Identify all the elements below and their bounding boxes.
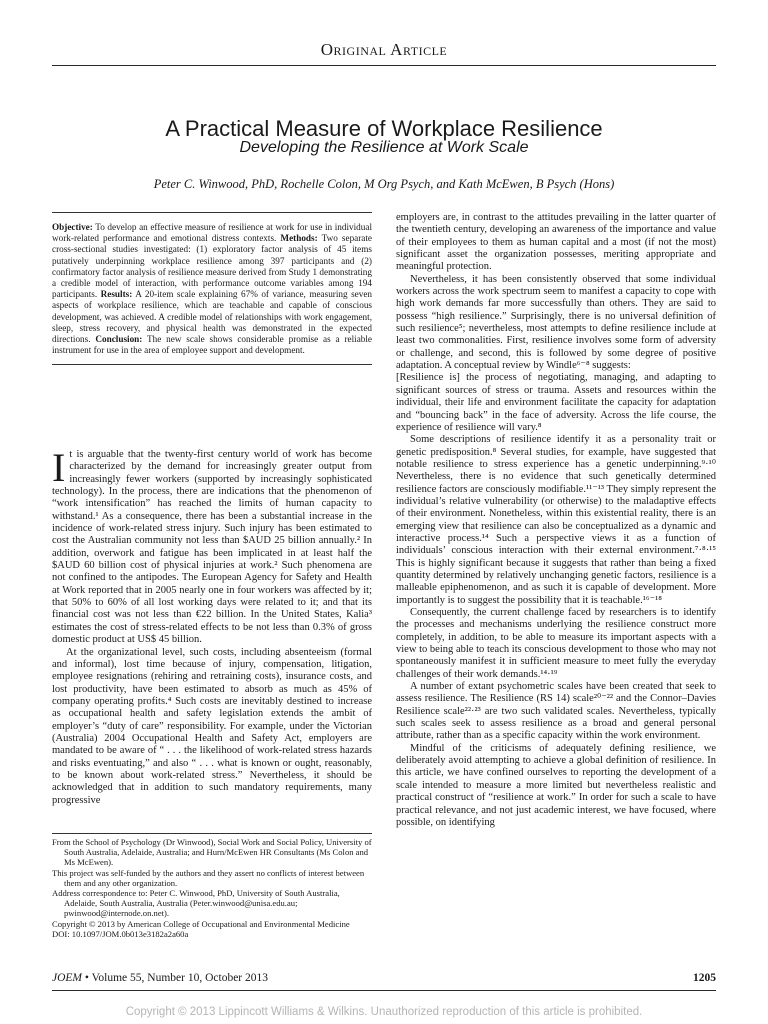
- body-paragraph: Some descriptions of resilience identify it as a personality trait or genetic predisposition.⁸ Several studies, for example, have suggested that notable resilience to stress experience has a genetic underpinning.⁹·¹⁰ Nevertheless, there is no evidence that such genetically determined resilience factors are consciously modifiable.¹¹⁻¹³ They simply represent the individual’s relative vulnerability (or otherwise) to the maladaptive effects of their environment. Nonetheless, within this existential reality, there is an emerging view that resilience can also be conceptualized as a dynamic and interactive process.¹⁴ Such a perspective views it as a function of individuals’ conscious interaction with their external environment.⁷·⁸·¹⁵ This is highly significant because it suggests that rather than being a fixed quantity determined by relatively unchanging genetic factors, resilience is a malleable epiphenomenon, and as such it is capable of development. More importantly is to suggest the possibility that it is teachable.¹⁶⁻¹⁸: [396, 434, 716, 606]
- footnote-divider: [52, 833, 372, 834]
- footnote-doi[interactable]: DOI: 10.1097/JOM.0b013e3182a2a60a: [52, 928, 189, 939]
- abstract-results-label: Results:: [100, 289, 133, 300]
- drop-cap: I: [52, 445, 66, 490]
- article-subtitle: Developing the Resilience at Work Scale: [239, 139, 529, 156]
- body-paragraph: [52, 445, 372, 647]
- body-paragraph: Mindful of the criticisms of adequately defining resilience, we deliberately avoid attempting to achieve a global definition of resilience. In this article, we have confined ourselves to reporting the development of a scale intended to measure a more limited but nevertheless realistic and practical construct of “resilience at work.” In order for such a scale to have practical relevance, and not just academic interest, we have focused, where possible, on identifying: [396, 742, 716, 828]
- footnote-affiliation: From the School of Psychology (Dr Winwood), Social Work and Social Policy, University of South Australia, Adelaide, Australia; and Hurn/McEwen HR Consultants (Ms Colon and Ms McEwen).: [52, 837, 372, 868]
- journal-name: JOEM: [52, 972, 83, 984]
- copyright-banner: Copyright © 2013 Lippincott Williams & Wilkins. Unauthorized reproduction of this article is prohibited.: [125, 1006, 643, 1018]
- right-column-body: [396, 212, 716, 829]
- section-label: Original Article: [320, 40, 448, 59]
- footnote-correspondence: Address correspondence to: Peter C. Winwood, PhD, University of South Australia, Adelaide, South Australia, Australia (Peter.winwood@unisa.edu.au; pwinwood@internode.on.net).: [52, 888, 340, 919]
- article-title: A Practical Measure of Workplace Resilience: [165, 115, 603, 141]
- footnote-funding: This project was self-funded by the authors and they assert no conflicts of interest between them and any other organization.: [52, 867, 365, 888]
- abstract-conclusion: The new scale shows considerable promise as a reliable instrument for use in the area of employee support and development.: [52, 334, 372, 356]
- footnote-copyright: Copyright © 2013 by American College of Occupational and Environmental Medicine: [52, 918, 350, 929]
- body-paragraph-text: t is arguable that the twenty-first century world of work has become characterized by the demand for increasingly greater output from increasingly fewer workers (supported by increasingly sophisticated technology). In the process, there are indications that the phenomenon of “work intensification” has reached the limits of human capacity to withstand.¹ As a consequence, there has been a substantial increase in the incidence of work-related stress injury. Such injury has been estimated to cost the Australian community not less than $AUD 25 billion annually.² In addition, overwork and fatigue has been implicated in at least half the $AUD 60 billion cost of physical injuries at work.² Such phenomena are not confined to the antipodes. The European Agency for Safety and Health at Work reported that in 2005 nearly one in four workers was affected by it; that 50% to 60% of all lost working days were related to it; and that its financial cost was not less than €22 billion. In the United States, Kalia³ estimates the cost of stress-related effects to be not less than 0.3% of gross domestic product at US$ 45 billion.: [52, 449, 372, 646]
- block-quote: [Resilience is] the process of negotiating, managing, and adapting to significant sources of stress or trauma. Assets and resources within the individual, their life and environment facilitate the capacity for adaptation and “bouncing back” in the face of adversity. Across the life course, the experience of resilience will vary.⁸: [396, 372, 716, 433]
- abstract-results: A 20-item scale explaining 67% of variance, measuring seven aspects of workplace resilience, which are teachable and capable of conscious development, was achieved. A credible model of relationships with work engagement, sleep, stress recovery, and physical health was demonstrated in the expected directions.: [52, 289, 372, 345]
- footer-divider: [52, 990, 716, 991]
- abstract-methods: Two separate cross-sectional studies investigated: (1) exploratory factor analysis of 45 items putatively underpinning workplace resilience among 397 participants and (2) confirmatory factor analysis of resilience measure derived from Study 1 demonstrating a credible model of interaction, with performance outcome variables among 194 participants.: [52, 233, 373, 300]
- body-paragraph: employers are, in contrast to the attitudes prevailing in the latter quarter of the twentieth century, developing an awareness of the importance and value of their employees to them as human capital and a most (if not the most) significant asset the organization possesses, meriting appropriate and meaningful protection.: [396, 212, 716, 273]
- page-number: 1205: [693, 972, 716, 984]
- left-column-body: [52, 445, 372, 807]
- abstract-objective-label: Objective:: [52, 222, 93, 232]
- journal-bullet: •: [84, 972, 89, 984]
- journal-citation: [52, 972, 268, 984]
- body-paragraph: Consequently, the current challenge faced by researchers is to identify the processes and mechanisms underlying the resilience construct more completely, in addition, to be able to measure its important aspects with a view to being able to teach its conscious development to those who may not spontaneously manifest it in sufficient measure to meet fully the everyday challenges of their work demands.¹⁴·¹⁹: [396, 607, 716, 680]
- body-paragraph: A number of extant psychometric scales have been created that seek to assess resilience. The Resilience (RS 14) scale²⁰⁻²² and the Connor–Davies Resilience scale²²·²³ are two such validated scales. Nevertheless, typically such scales seek to assess resilience as a broad and general personal attribute, rather than as a specific capacity within the work environment.: [396, 681, 716, 742]
- body-paragraph: Nevertheless, it has been consistently observed that some individual workers across the work spectrum seem to manifest a capacity to cope with high work demands far more successfully than others. They are said to possess “high resilience.” Surprisingly, there is no universal definition of such resilience⁵; nevertheless, most attempts to define resilience include at least two commonalities. First, resilience involves some form of adversity or challenge, and second, this is followed by some degree of positive adaptation. A conceptual review by Windle⁶⁻⁸ suggests:: [396, 273, 716, 372]
- abstract-objective: To develop an effective measure of resilience at work for use in individual work-related performance and emotional distress contexts.: [52, 222, 372, 244]
- abstract-conclusion-label: Conclusion:: [95, 334, 143, 345]
- body-paragraph: At the organizational level, such costs, including absenteeism (formal and informal), lost time because of injury, compensation, litigation, employee resignations (rehiring and retraining costs), insurance costs, and lost productivity, have been estimated to absorb as much as 45% of company operating profits.⁴ Such costs are inevitably destined to increase as occupational health and safety legislation extends the ambit of employer’s “duty of care” responsibility. For example, under the Victorian (Australia) 2004 Occupational Health and Safety Act, employers are mandated to be aware of “ . . . the likelihood of work-related stress hazards and risks eventuating,” and also “ . . . what is known or ought, reasonably, to be known about work-related stress.” Nevertheless, it should be acknowledged that in addition to such mandatory requirements, many progressive: [52, 646, 372, 806]
- section-divider: [52, 65, 716, 66]
- article-authors: Peter C. Winwood, PhD, Rochelle Colon, M Org Psych, and Kath McEwen, B Psych (Hons): [153, 177, 615, 191]
- abstract-box: [52, 212, 372, 365]
- abstract-methods-label: Methods:: [280, 233, 318, 244]
- journal-issue: Volume 55, Number 10, October 2013: [91, 972, 269, 984]
- footnotes: [52, 837, 372, 939]
